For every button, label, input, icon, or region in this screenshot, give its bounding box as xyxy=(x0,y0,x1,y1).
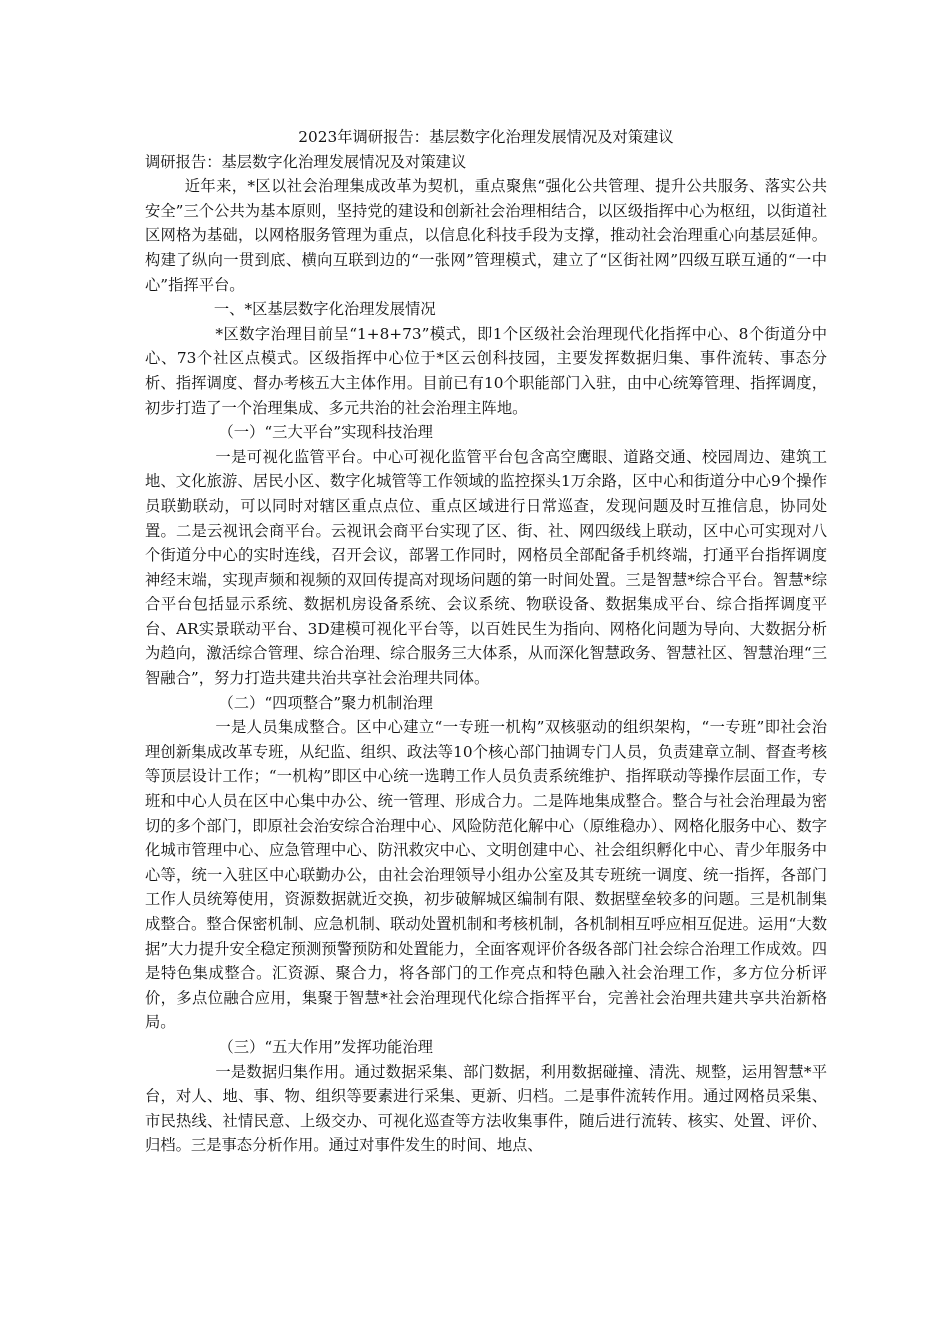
subsection-heading-2: （二）“四项整合”聚力机制治理 xyxy=(218,693,433,712)
document-subtitle: 调研报告：基层数字化治理发展情况及对策建议 xyxy=(145,152,467,171)
subsection-3-paragraph: 一是数据归集作用。通过数据采集、部门数据，利用数据碰撞、清洗、规整，运用智慧*平台，对人、地、事、物、组织等要素进行采集、更新、归档。二是事件流转作用。通过网格员采集、市民热线、社情民意、上级交办、可视化巡查等方法收集事件，随后进行流转、核实、处置、评价、归档。三是事态分析作用。通过对事件发生的时间、地点、 xyxy=(145,1062,827,1155)
document-title: 2023年调研报告：基层数字化治理发展情况及对策建议 xyxy=(298,128,674,146)
document-body xyxy=(145,125,827,1158)
subsection-1-paragraph: 一是可视化监管平台。中心可视化监管平台包含高空鹰眼、道路交通、校园周边、建筑工地、文化旅游、居民小区、数字化城管等工作领域的监控探头1万余路，区中心和街道分中心9个操作员联勤联动，可以同时对辖区重点点位、重点区域进行日常巡查，发现问题及时互推信息，协同处置。二是云视讯会商平台。云视讯会商平台实现了区、街、社、网四级线上联动，区中心可实现对八个街道分中心的实时连线，召开会议，部署工作同时，网格员全部配备手机终端，打通平台指挥调度神经末端，实现声频和视频的双回传提高对现场问题的第一时间处置。三是智慧*综合平台。智慧*综合平台包括显示系统、数据机房设备系统、会议系统、物联设备、数据集成平台、综合指挥调度平台、AR实景联动平台、3D建模可视化平台等，以百姓民生为指向、网格化问题为导向、大数据分析为趋向，激活综合管理、综合治理、综合服务三大体系，从而深化智慧政务、智慧社区、智慧治理“三智融合”，努力打造共建共治共享社会治理共同体。 xyxy=(145,447,827,688)
intro-paragraph: 近年来，*区以社会治理集成改革为契机，重点聚焦“强化公共管理、提升公共服务、落实公共安全”三个公共为基本原则，坚持党的建设和创新社会治理相结合，以区级指挥中心为枢纽，以街道社区网格为基础，以网格服务管理为重点，以信息化科技手段为支撑，推动社会治理重心向基层延伸。构建了纵向一贯到底、横向互联到边的“一张网”管理模式，建立了“区街社网”四级互联互通的“一中心”指挥平台。 xyxy=(145,177,827,294)
subsection-heading-3: （三）“五大作用”发挥功能治理 xyxy=(218,1037,433,1056)
section-heading-1: 一、*区基层数字化治理发展情况 xyxy=(213,300,436,319)
section-1-paragraph: *区数字治理目前呈“1+8+73”模式，即1个区级社会治理现代化指挥中心、8个街道分中心、73个社区点模式。区级指挥中心位于*区云创科技园，主要发挥数据归集、事件流转、事态分析、指挥调度、督办考核五大主体作用。目前已有10个职能部门入驻，由中心统筹管理、指挥调度，初步打造了一个治理集成、多元共治的社会治理主阵地。 xyxy=(145,324,827,417)
subsection-2-paragraph: 一是人员集成整合。区中心建立“一专班一机构”双核驱动的组织架构，“一专班”即社会治理创新集成改革专班，从纪监、组织、政法等10个核心部门抽调专门人员，负责建章立制、督查考核等顶层设计工作；“一机构”即区中心统一选聘工作人员负责系统维护、指挥联动等操作层面工作，专班和中心人员在区中心集中办公、统一管理、形成合力。二是阵地集成整合。整合与社会治理最为密切的多个部门，即原社会治安综合治理中心、风险防范化解中心（原维稳办）、网格化服务中心、数字化城市管理中心、应急管理中心、防汛救灾中心、文明创建中心、社会组织孵化中心、青少年服务中心等，统一入驻区中心联勤办公，由社会治理领导小组办公室及其专班统一调度、统一指挥，各部门工作人员统筹使用，资源数据就近交换，初步破解城区编制有限、数据壁垒较多的问题。三是机制集成整合。整合保密机制、应急机制、联动处置机制和考核机制，各机制相互呼应相互促进。运用“大数据”大力提升安全稳定预测预警预防和处置能力，全面客观评价各级各部门社会综合治理工作成效。四是特色集成整合。汇资源、聚合力，将各部门的工作亮点和特色融入社会治理工作，多方位分析评价，多点位融合应用，集聚于智慧*社会治理现代化综合指挥平台，完善社会治理共建共享共治新格局。 xyxy=(145,718,827,1032)
subsection-heading-1: （一）“三大平台”实现科技治理 xyxy=(218,423,433,442)
